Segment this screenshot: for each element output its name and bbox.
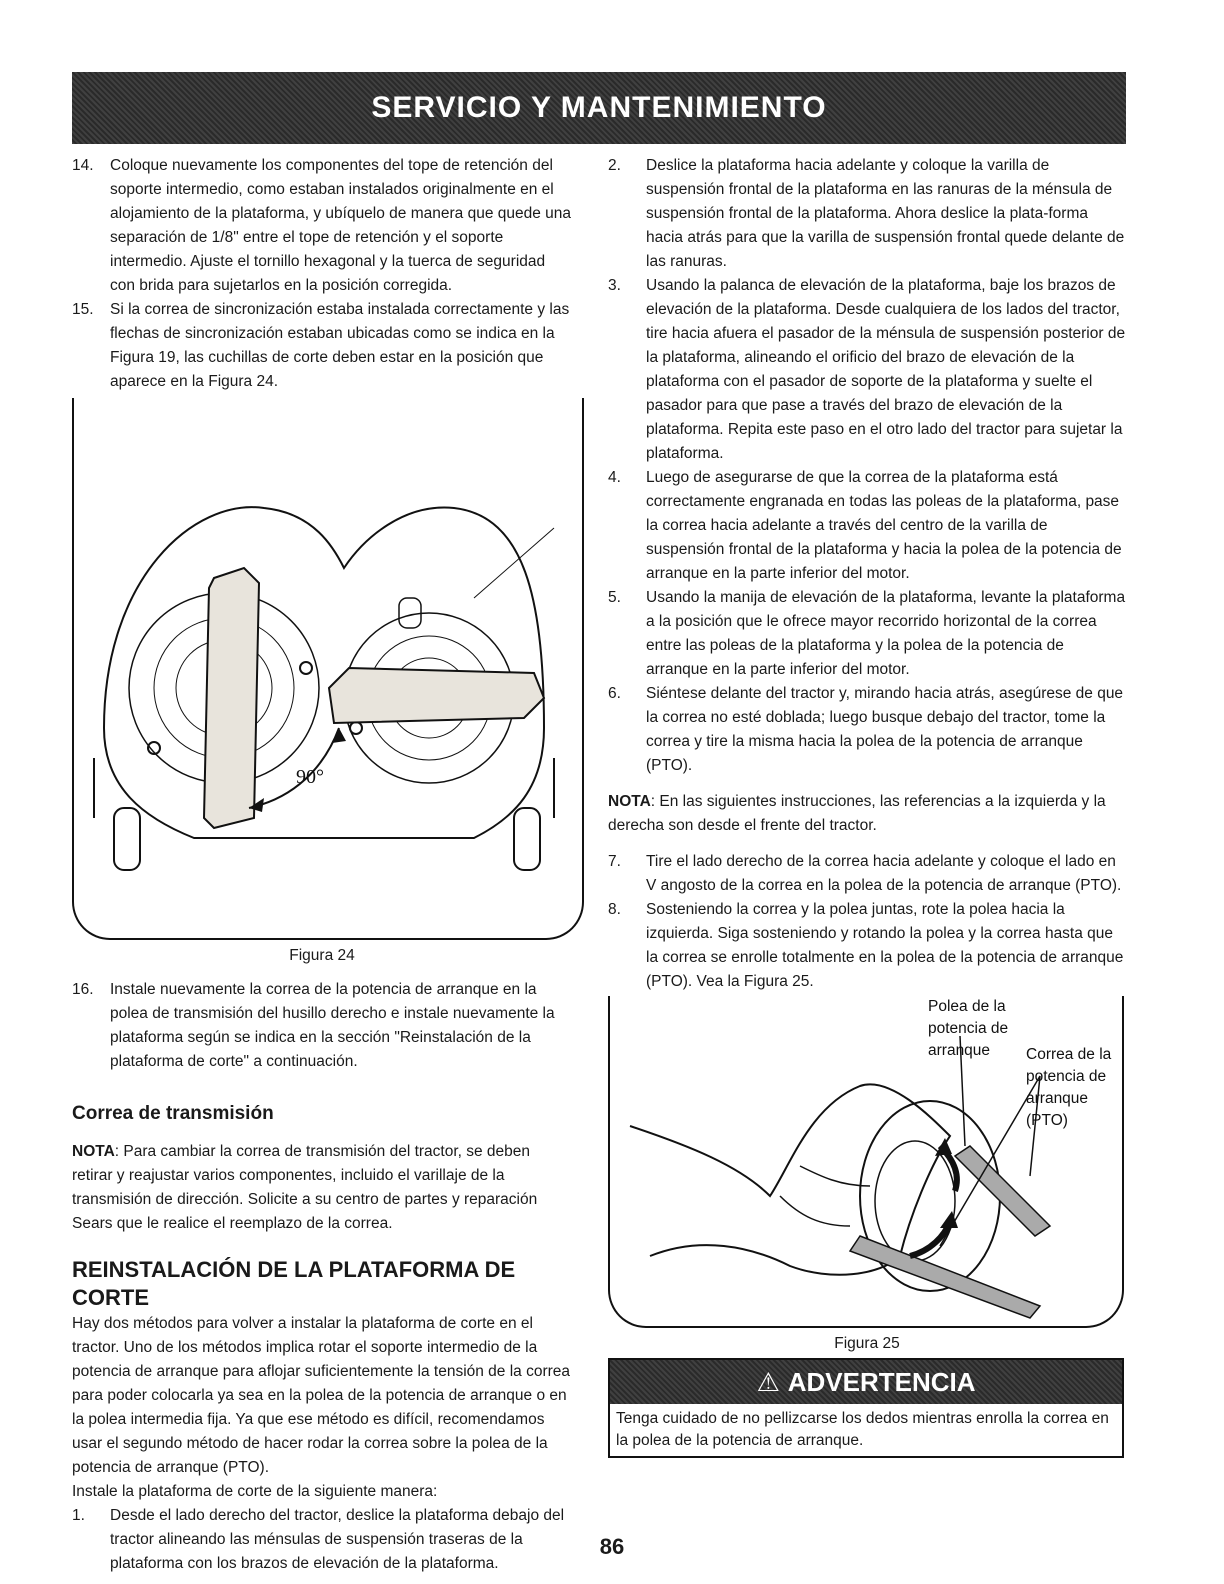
warning-header <box>610 1360 1122 1404</box>
figure-24-frame <box>72 398 584 940</box>
left-column <box>72 154 572 1576</box>
list-item: 14. Coloque nuevamente los componentes del tope de retención del soporte intermedio, como estaban instalados originalmente en el alojamiento de la plataforma, y ubíquelo de manera que quede una separación de 1/8" entre el tope de retención y el soporte intermedio. Ajuste el tornillo hexagonal y la tuerca de seguridad con brida para sujetarlos en la posición corregida. <box>72 157 572 294</box>
pulley-label: Polea de la potencia de arranque <box>928 998 1009 1059</box>
reinstall-deck-heading: REINSTALACIÓN DE LA PLATAFORMA DE CORTE <box>72 1257 516 1310</box>
belt-pulley-illustration <box>610 996 1122 1326</box>
left-wheel <box>114 808 140 870</box>
belt-label: Correa de la potencia de arranque (PTO) <box>1026 1046 1112 1129</box>
list-item: 7. Tire el lado derecho de la correa hacia adelante y coloque el lado en V angosto de la correa en la polea de la potencia de arranque (PTO). <box>608 853 1122 894</box>
figure-25-caption: Figura 25 <box>834 1335 900 1352</box>
blade-alignment-illustration <box>74 398 582 938</box>
list-item: 2. Deslice la plataforma hacia adelante y coloque la varilla de suspensión frontal de la plataforma en las ranuras de la ménsula de suspensión frontal de la plataforma. Ahora deslice la plata-forma hacia atrás para que la varilla de suspensión frontal quede delante de las ranuras. <box>608 157 1125 270</box>
warning-title: ADVERTENCIA <box>787 1367 976 1397</box>
warning-box <box>608 1358 1124 1458</box>
reinstall-intro: Hay dos métodos para volver a instalar la plataforma de corte en el tractor. Uno de los métodos implica rotar el soporte intermedio de la potencia de arranque para aflojar suficientemente la tensión de la correa para poder colocarla ya sea en la polea de la potencia de arranque o en la polea intermedia fija. Ya que ese método es difícil, recomendamos usar el segundo método de hacer rodar la correa sobre la polea de la potencia de arranque (PTO). <box>72 1315 571 1476</box>
list-item: 4. Luego de asegurarse de que la correa de la plataforma está correctamente engranada en todas las poleas de la plataforma, pase la correa hacia adelante a través del centro de la varilla de suspensión frontal de la plataforma y hacia la polea de la potencia de arranque en la parte inferior del motor. <box>608 469 1122 582</box>
right-wheel <box>514 808 540 870</box>
right-blade <box>329 668 544 723</box>
figure-24-caption: Figura 24 <box>289 947 355 964</box>
hand-illustration <box>630 1084 950 1274</box>
list-item: 8. Sosteniendo la correa y la polea juntas, rote la polea hacia la izquierda. Siga sosteniendo y rotando la polea y la correa hasta que la correa se enrolle totalmente en la polea de la potencia de arranque (PTO). Vea la Figura 25. <box>608 901 1124 990</box>
drive-belt-heading: Correa de transmisión <box>72 1103 274 1124</box>
warning-text: Tenga cuidado de no pellizcarse los dedos mientras enrolla la correa en la polea de la potencia de arranque. <box>616 1410 1109 1449</box>
drive-belt-note: NOTA: Para cambiar la correa de transmisión del tractor, se deben retirar y reajustar varios componentes, incluido el varillaje de la transmisión de dirección. Solicite a su centro de partes y reparación Sears que le realice el reemplazo de la correa. <box>72 1143 538 1232</box>
right-column <box>608 154 1126 1458</box>
list-item: 16. Instale nuevamente la correa de la potencia de arranque en la polea de transmisión del husillo derecho e instale nuevamente la plataforma según se indica en la sección "Reinstalación de la plataforma de corte" a continuación. <box>72 981 555 1070</box>
list-item: 15. Si la correa de sincronización estaba instalada correctamente y las flechas de sincronización estaban ubicadas como se indica en la Figura 19, las cuchillas de corte deben estar en la posición que aparece en la Figura 24. <box>72 301 570 390</box>
list-item: 3. Usando la palanca de elevación de la plataforma, baje los brazos de elevación de la plataforma. Desde cualquiera de los lados del tractor, tire hacia afuera el pasador de la ménsula de suspensión posterior de la plataforma, alineando el orificio del brazo de elevación de la plataforma con el pasador de soporte de la plataforma y suelte el pasador para que pase a través del brazo de elevación de la plataforma. Repita este paso en el otro lado del tractor para sujetar la plataforma. <box>608 277 1126 462</box>
page-number: 86 <box>599 1534 625 1559</box>
list-item: 5. Usando la manija de elevación de la plataforma, levante la plataforma a la posición que le ofrece mayor recorrido horizontal de la correa entre las poleas de la plataforma y la polea de la potencia de arranque en la parte inferior del motor. <box>608 589 1126 678</box>
warning-triangle-icon: ⚠ <box>756 1367 780 1397</box>
left-blade <box>204 568 259 828</box>
list-item: 1. Desde el lado derecho del tractor, deslice la plataforma debajo del tractor alineando las ménsulas de suspensión traseras de la plataforma con los brazos de elevación de la plataforma. <box>72 1507 565 1572</box>
reinstall-steps-lead: Instale la plataforma de corte de la siguiente manera: <box>72 1483 438 1500</box>
angle-label: 90° <box>296 766 324 788</box>
list-item: 6. Siéntese delante del tractor y, mirando hacia atrás, asegúrese de que la correa no esté doblada; luego busque debajo del tractor, tome la correa y tire la misma hacia la polea de la potencia de arranque (PTO). <box>608 685 1124 774</box>
orientation-note: NOTA: En las siguientes instrucciones, las referencias a la izquierda y la derecha son desde el frente del tractor. <box>608 793 1106 834</box>
section-header-banner <box>72 72 1126 144</box>
section-title: SERVICIO Y MANTENIMIENTO <box>371 91 827 124</box>
pto-belt <box>850 1236 1040 1318</box>
figure-25-frame <box>608 996 1124 1328</box>
